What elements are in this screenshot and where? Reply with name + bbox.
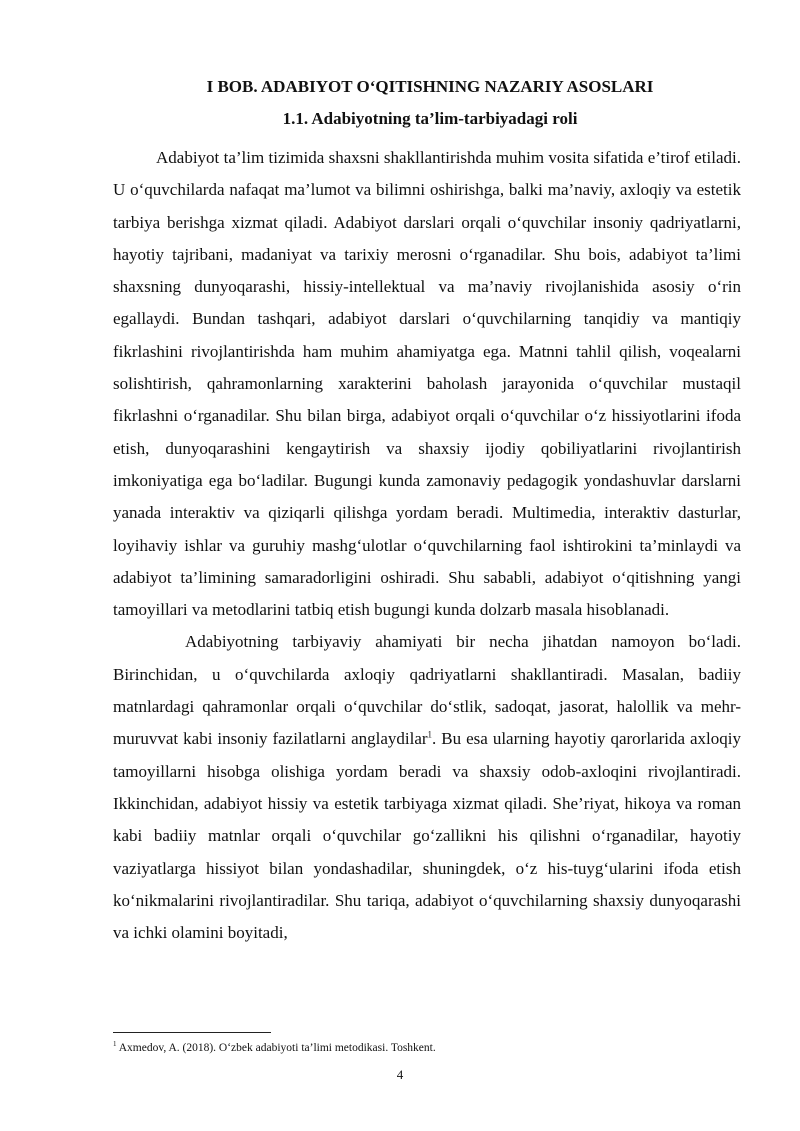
paragraph-2-text-before: Adabiyotning tarbiyaviy ahamiyati bir necha jihatdan namoyon bo‘ladi. Birinchidan, u o‘quvchilarda axloqiy qadriyatlarni shakllantiradi. Masalan, badiiy matnlardagi qahramonlar orqali o‘quvchilar do‘stlik, sadoqat, jasorat, halollik va mehr-muruvvat kabi insoniy fazilatlarni anglaydilar (113, 632, 741, 749)
body-text (113, 142, 741, 949)
footnote-text: Axmedov, A. (2018). O‘zbek adabiyoti ta’limi metodikasi. Toshkent. (116, 1042, 436, 1054)
paragraph-2 (113, 626, 741, 949)
paragraph-2-text-after: . Bu esa ularning hayotiy qarorlarida axloqiy tamoyillarni hisobga olishiga yordam beradi va shaxsiy odob-axloqini rivojlantiradi. Ikkinchidan, adabiyot hissiy va estetik tarbiyaga xizmat qiladi. She’riyat, hikoya va roman kabi badiiy matnlar orqali o‘quvchilar go‘zallikni his qilishni o‘rganadilar, hayotiy vaziyatlarga hissiyot bilan yondashadilar, shuningdek, o‘z his-tuyg‘ularini ifoda etish ko‘nikmalarini rivojlantiradilar. Shu tariqa, adabiyot o‘quvchilarning shaxsiy dunyoqarashi va ichki olamini boyitadi, (113, 729, 741, 943)
chapter-title: I BOB. ADABIYOT O‘QITISHNING NAZARIY ASOSLARI (206, 77, 654, 96)
paragraph-1: Adabiyot ta’lim tizimida shaxsni shakllantirishda muhim vosita sifatida e’tirof etiladi. U o‘quvchilarda nafaqat ma’lumot va bilimni oshirishga, balki ma’naviy, axloqiy va estetik tarbiya berishga xizmat qiladi. Adabiyot darslari orqali o‘quvchilar insoniy qadriyatlarni, hayotiy tajribani, madaniyat va tarixiy merosni o‘rganadilar. Shu bois, adabiyot ta’limi shaxsning dunyoqarashi, hissiy-intellektual va ma’naviy rivojlanishida asosiy o‘rin egallaydi. Bundan tashqari, adabiyot darslari o‘quvchilarning tanqidiy va mantiqiy fikrlashini rivojlantirishda ham muhim ahamiyatga ega. Matnni tahlil qilish, voqealarni solishtirish, qahramonlarning xarakterini baholash jarayonida o‘quvchilar mustaqil fikrlashni o‘rganadilar. Shu bilan birga, adabiyot orqali o‘quvchilar o‘z hissiyotlarini ifoda etish, dunyoqarashini kengaytirish va shaxsiy ijodiy qobiliyatlarini rivojlantirish imkoniyatiga ega bo‘ladilar. Bugungi kunda zamonaviy pedagogik yondashuvlar darslarni yanada interaktiv va qiziqarli qilishga yordam beradi. Multimedia, interaktiv dasturlar, loyihaviy ishlar va guruhiy mashg‘ulotlar o‘quvchilarning faol ishtirokini ta’minlaydi va adabiyot ta’limining samaradorligini oshiradi. Shu sababli, adabiyot o‘qitishning yangi tamoyillari va metodlarini tatbiq etish bugungi kunda dolzarb masala hisoblanadi. (113, 148, 741, 620)
footnote-separator (113, 1032, 271, 1033)
footnote-reference[interactable]: 1 (427, 729, 433, 740)
footnote (113, 1041, 741, 1055)
section-title: 1.1. Adabiyotning ta’lim-tarbiyadagi roli (282, 109, 578, 128)
footnote-number: 1 (113, 1040, 117, 1049)
page-number: 4 (396, 1067, 404, 1082)
